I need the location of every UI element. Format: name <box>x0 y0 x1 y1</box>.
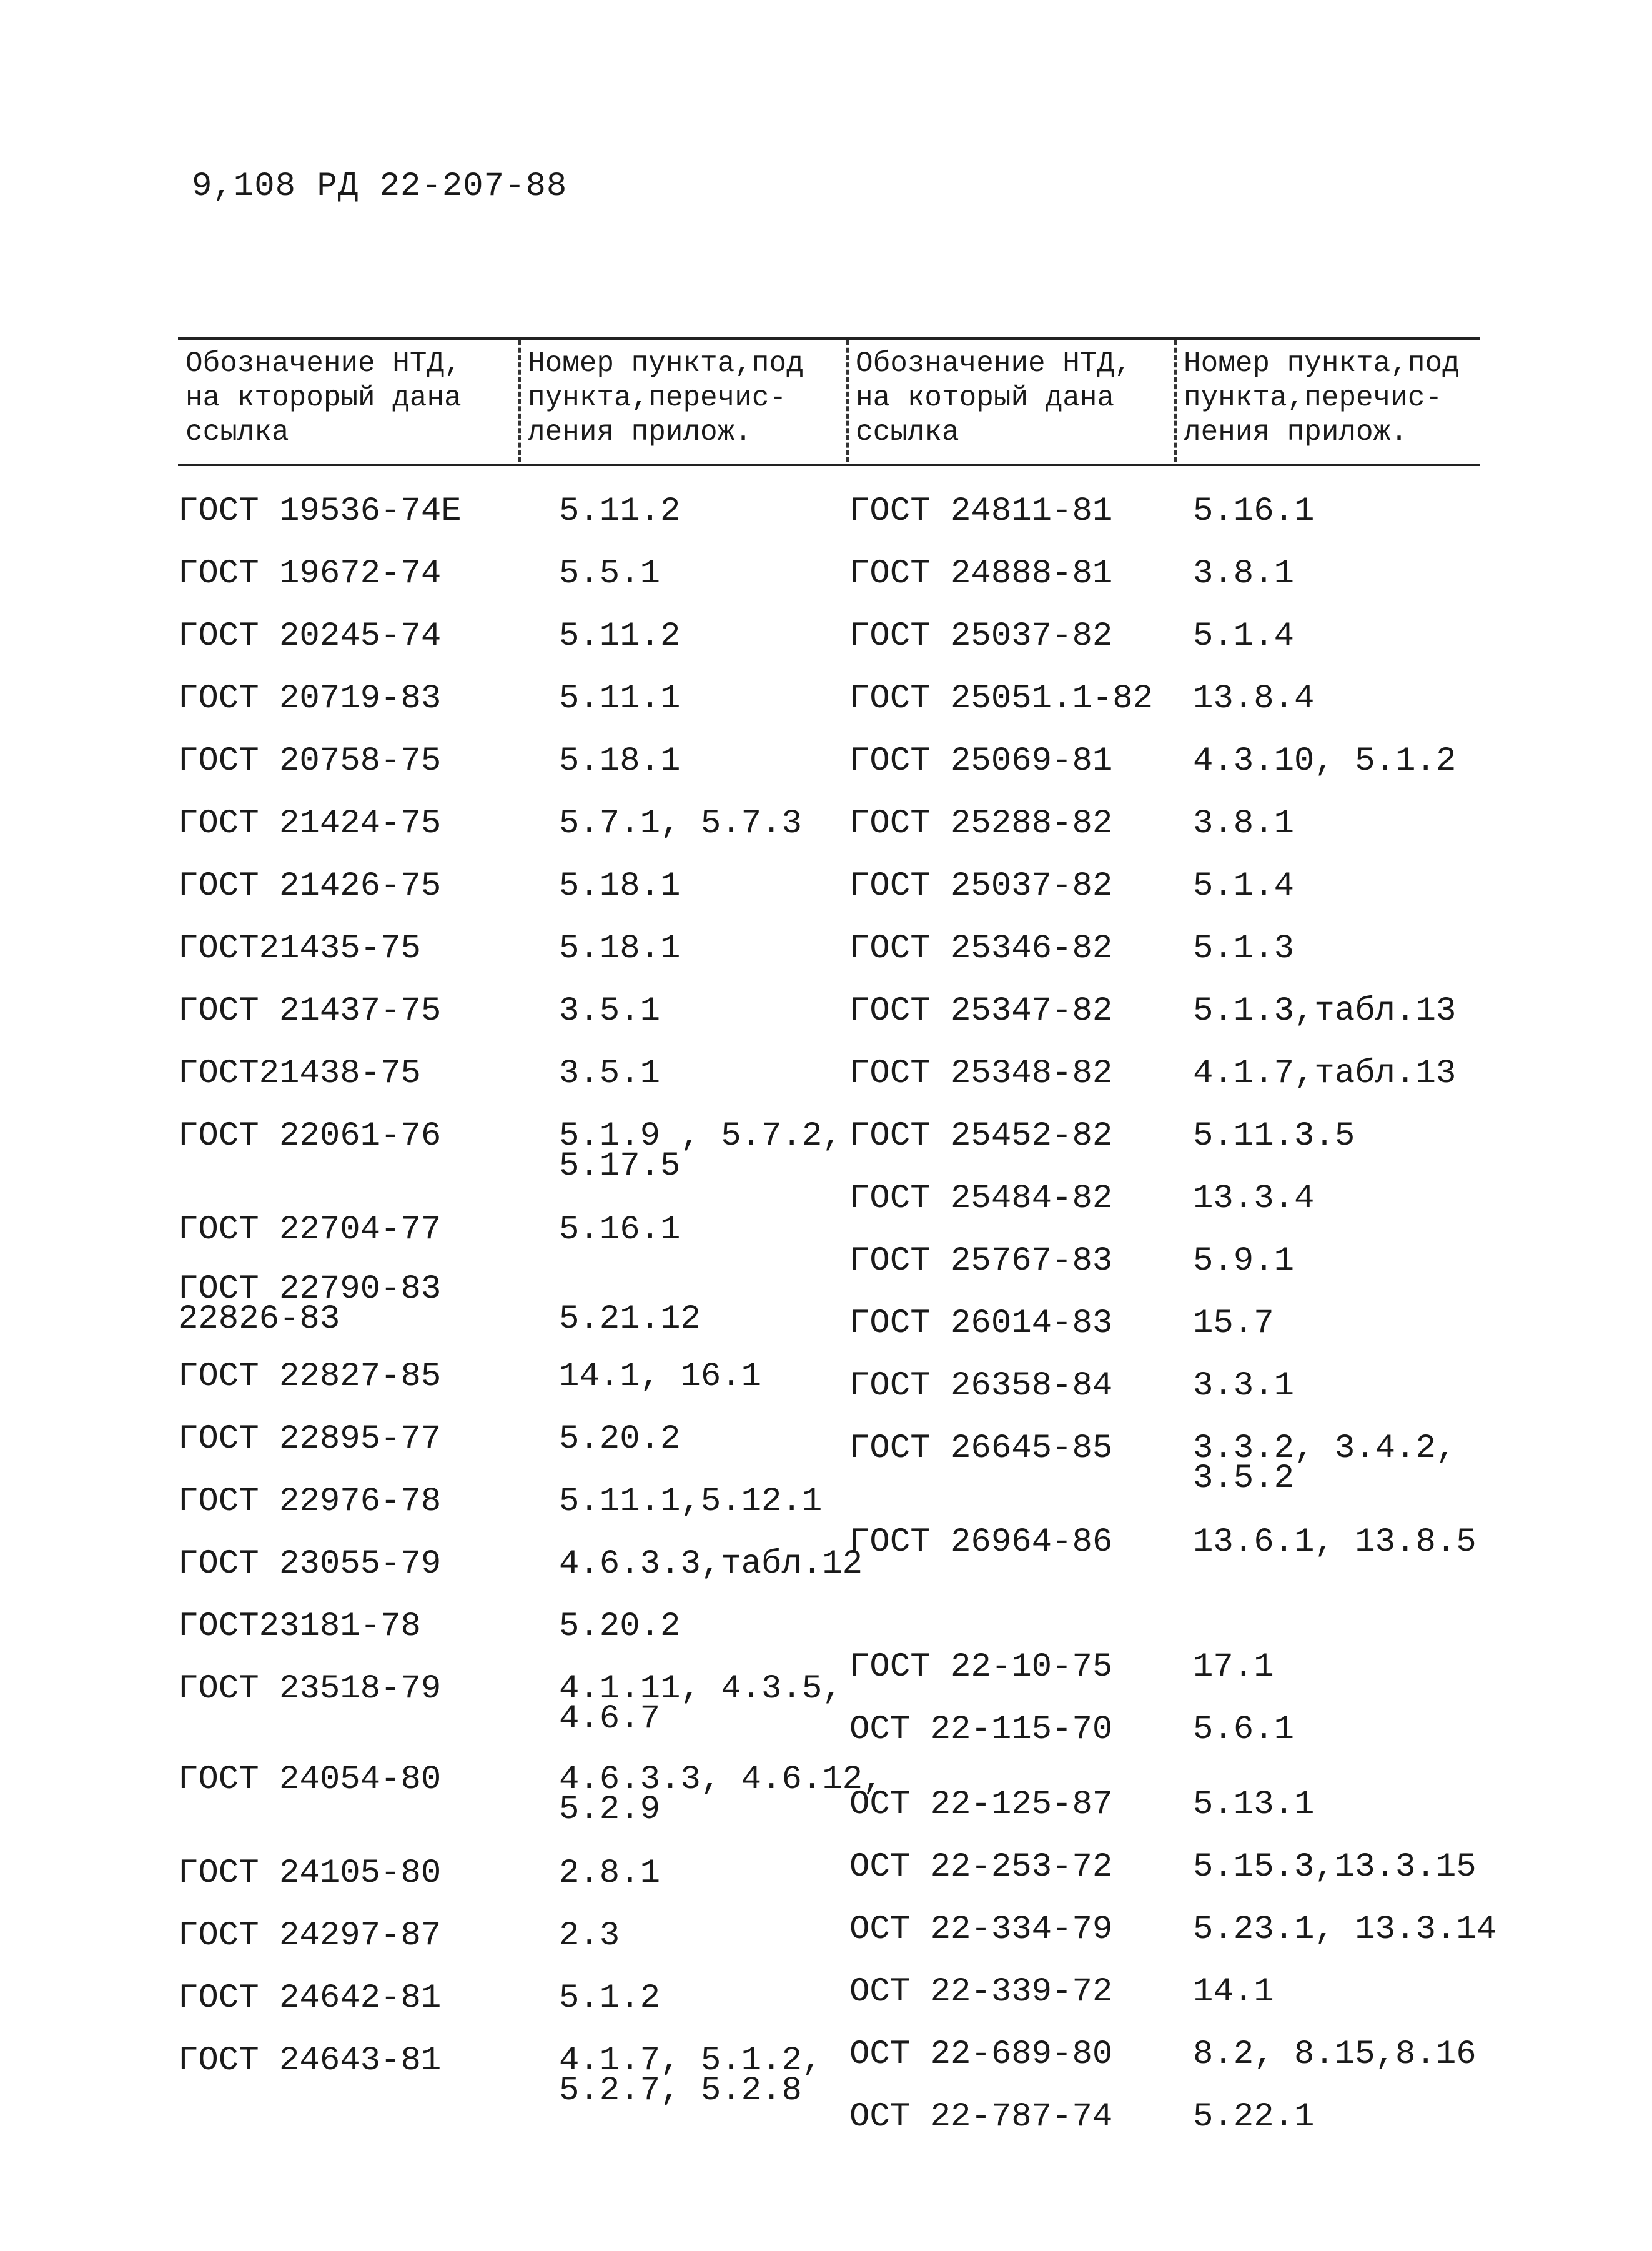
left-ntd-cell: ГОСТ 20758-75 <box>178 742 442 780</box>
header-items-left: Номер пункта,под пункта,перечис- ления прилож. <box>528 347 804 449</box>
left-ntd-cell: ГОСТ 21437-75 <box>178 992 442 1030</box>
left-items-cell: 5.20.2 <box>559 1420 681 1458</box>
left-ntd-cell: ГОСТ 22976-78 <box>178 1483 442 1521</box>
right-items-cell: 5.1.4 <box>1193 617 1295 655</box>
right-items-cell: 14.1 <box>1193 1973 1274 2011</box>
left-ntd-cell: ГОСТ 22061-76 <box>178 1117 442 1155</box>
left-ntd-cell: ГОСТ23181-78 <box>178 1608 421 1646</box>
right-items-cell: 4.1.7,табл.13 <box>1193 1055 1457 1093</box>
left-ntd-cell: ГОСТ 21426-75 <box>178 867 442 905</box>
header-items-right: Номер пункта,под пункта,перечис- ления прилож. <box>1184 347 1460 449</box>
right-ntd-cell: ОСТ 22-689-80 <box>849 2035 1113 2074</box>
right-ntd-cell: ГОСТ 25484-82 <box>849 1180 1113 1218</box>
header-ntd-left: Обозначение НТД, на кторорый дана ссылка <box>185 347 462 449</box>
left-items-cell: 4.6.3.3, 4.6.12, 5.2.9 <box>559 1761 883 1829</box>
left-items-cell: 3.5.1 <box>559 1055 661 1093</box>
left-items-cell: 5.5.1 <box>559 555 661 593</box>
column-divider <box>846 340 849 462</box>
right-ntd-cell: ОСТ 22-334-79 <box>849 1911 1113 1949</box>
right-items-cell: 5.1.3,табл.13 <box>1193 992 1457 1030</box>
right-ntd-cell: ГОСТ 26358-84 <box>849 1367 1113 1405</box>
right-ntd-cell: ГОСТ 24888-81 <box>849 555 1113 593</box>
left-items-cell: 4.1.11, 4.3.5, 4.6.7 <box>559 1670 843 1738</box>
right-ntd-cell: ОСТ 22-125-87 <box>849 1786 1113 1824</box>
right-items-cell: 15.7 <box>1193 1304 1274 1343</box>
table-top-rule <box>178 337 1480 340</box>
left-items-cell: 4.6.3.3,табл.12 <box>559 1545 863 1583</box>
left-items-cell: 5.1.2 <box>559 1979 661 2017</box>
right-ntd-cell: ГОСТ 25767-83 <box>849 1242 1113 1280</box>
left-items-cell: 2.8.1 <box>559 1854 661 1892</box>
right-items-cell: 13.8.4 <box>1193 680 1315 718</box>
left-items-cell: 5.11.1,5.12.1 <box>559 1483 823 1521</box>
right-items-cell: 17.1 <box>1193 1648 1274 1686</box>
right-ntd-cell: ГОСТ 26645-85 <box>849 1429 1113 1468</box>
right-ntd-cell: ГОСТ 25051.1-82 <box>849 680 1154 718</box>
left-ntd-cell: ГОСТ 24054-80 <box>178 1761 442 1799</box>
right-ntd-cell: ОСТ 22-115-70 <box>849 1711 1113 1749</box>
left-items-cell: 5.20.2 <box>559 1608 681 1646</box>
left-ntd-cell: ГОСТ21435-75 <box>178 930 421 968</box>
right-items-cell: 3.8.1 <box>1193 555 1295 593</box>
column-divider <box>518 340 521 462</box>
left-ntd-cell: ГОСТ 22704-77 <box>178 1211 442 1249</box>
left-ntd-cell: ГОСТ 22790-83 22826-83 <box>178 1270 442 1338</box>
right-items-cell: 3.8.1 <box>1193 805 1295 843</box>
left-ntd-cell: ГОСТ 23518-79 <box>178 1670 442 1708</box>
right-ntd-cell: ГОСТ 26014-83 <box>849 1304 1113 1343</box>
right-items-cell: 5.1.3 <box>1193 930 1295 968</box>
left-items-cell: 3.5.1 <box>559 992 661 1030</box>
right-ntd-cell: ОСТ 22-787-74 <box>849 2098 1113 2136</box>
left-items-cell: 2.3 <box>559 1917 620 1955</box>
left-ntd-cell: ГОСТ 22895-77 <box>178 1420 442 1458</box>
page-header: 9,108 РД 22-207-88 <box>192 167 568 206</box>
left-items-cell: 5.11.1 <box>559 680 681 718</box>
right-items-cell: 5.16.1 <box>1193 492 1315 530</box>
left-ntd-cell: ГОСТ 19536-74Е <box>178 492 462 530</box>
right-ntd-cell: ГОСТ 25346-82 <box>849 930 1113 968</box>
left-ntd-cell: ГОСТ21438-75 <box>178 1055 421 1093</box>
header-ntd-right: Обозначение НТД, на который дана ссылка <box>856 347 1132 449</box>
left-ntd-cell: ГОСТ 20719-83 <box>178 680 442 718</box>
left-items-cell: 5.1.9 , 5.7.2, 5.17.5 <box>559 1117 843 1185</box>
left-items-cell: 5.11.2 <box>559 617 681 655</box>
left-ntd-cell: ГОСТ 22827-85 <box>178 1358 442 1396</box>
left-items-cell: 4.1.7, 5.1.2, 5.2.7, 5.2.8 <box>559 2042 823 2110</box>
right-items-cell: 3.3.2, 3.4.2, 3.5.2 <box>1193 1429 1457 1498</box>
left-items-cell: 5.18.1 <box>559 867 681 905</box>
left-ntd-cell: ГОСТ 24297-87 <box>178 1917 442 1955</box>
right-ntd-cell: ГОСТ 25288-82 <box>849 805 1113 843</box>
right-ntd-cell: ГОСТ 26964-86 <box>849 1523 1113 1561</box>
right-items-cell: 5.6.1 <box>1193 1711 1295 1749</box>
left-items-cell: 5.16.1 <box>559 1211 681 1249</box>
left-ntd-cell: ГОСТ 24105-80 <box>178 1854 442 1892</box>
right-items-cell: 5.11.3.5 <box>1193 1117 1355 1155</box>
right-items-cell: 5.9.1 <box>1193 1242 1295 1280</box>
left-ntd-cell: ГОСТ 21424-75 <box>178 805 442 843</box>
right-ntd-cell: ГОСТ 25348-82 <box>849 1055 1113 1093</box>
right-items-cell: 3.3.1 <box>1193 1367 1295 1405</box>
right-ntd-cell: ГОСТ 25069-81 <box>849 742 1113 780</box>
right-ntd-cell: ГОСТ 22-10-75 <box>849 1648 1113 1686</box>
right-items-cell: 5.1.4 <box>1193 867 1295 905</box>
table-header-rule <box>178 464 1480 466</box>
right-items-cell: 13.6.1, 13.8.5 <box>1193 1523 1476 1561</box>
left-items-cell: 5.7.1, 5.7.3 <box>559 805 802 843</box>
left-ntd-cell: ГОСТ 19672-74 <box>178 555 442 593</box>
right-ntd-cell: ГОСТ 25037-82 <box>849 617 1113 655</box>
right-items-cell: 5.22.1 <box>1193 2098 1315 2136</box>
right-ntd-cell: ГОСТ 24811-81 <box>849 492 1113 530</box>
right-ntd-cell: ОСТ 22-339-72 <box>849 1973 1113 2011</box>
right-ntd-cell: ОСТ 22-253-72 <box>849 1848 1113 1886</box>
column-divider <box>1174 340 1177 462</box>
right-items-cell: 5.13.1 <box>1193 1786 1315 1824</box>
right-items-cell: 13.3.4 <box>1193 1180 1315 1218</box>
right-items-cell: 8.2, 8.15,8.16 <box>1193 2035 1476 2074</box>
left-items-cell: 5.18.1 <box>559 742 681 780</box>
left-ntd-cell: ГОСТ 24642-81 <box>178 1979 442 2017</box>
right-ntd-cell: ГОСТ 25452-82 <box>849 1117 1113 1155</box>
left-items-cell: 5.21.12 <box>559 1300 701 1338</box>
left-ntd-cell: ГОСТ 23055-79 <box>178 1545 442 1583</box>
right-ntd-cell: ГОСТ 25037-82 <box>849 867 1113 905</box>
right-ntd-cell: ГОСТ 25347-82 <box>849 992 1113 1030</box>
right-items-cell: 4.3.10, 5.1.2 <box>1193 742 1457 780</box>
left-items-cell: 5.11.2 <box>559 492 681 530</box>
left-ntd-cell: ГОСТ 24643-81 <box>178 2042 442 2080</box>
right-items-cell: 5.23.1, 13.3.14 <box>1193 1911 1497 1949</box>
left-items-cell: 14.1, 16.1 <box>559 1358 762 1396</box>
left-items-cell: 5.18.1 <box>559 930 681 968</box>
left-ntd-cell: ГОСТ 20245-74 <box>178 617 442 655</box>
right-items-cell: 5.15.3,13.3.15 <box>1193 1848 1476 1886</box>
